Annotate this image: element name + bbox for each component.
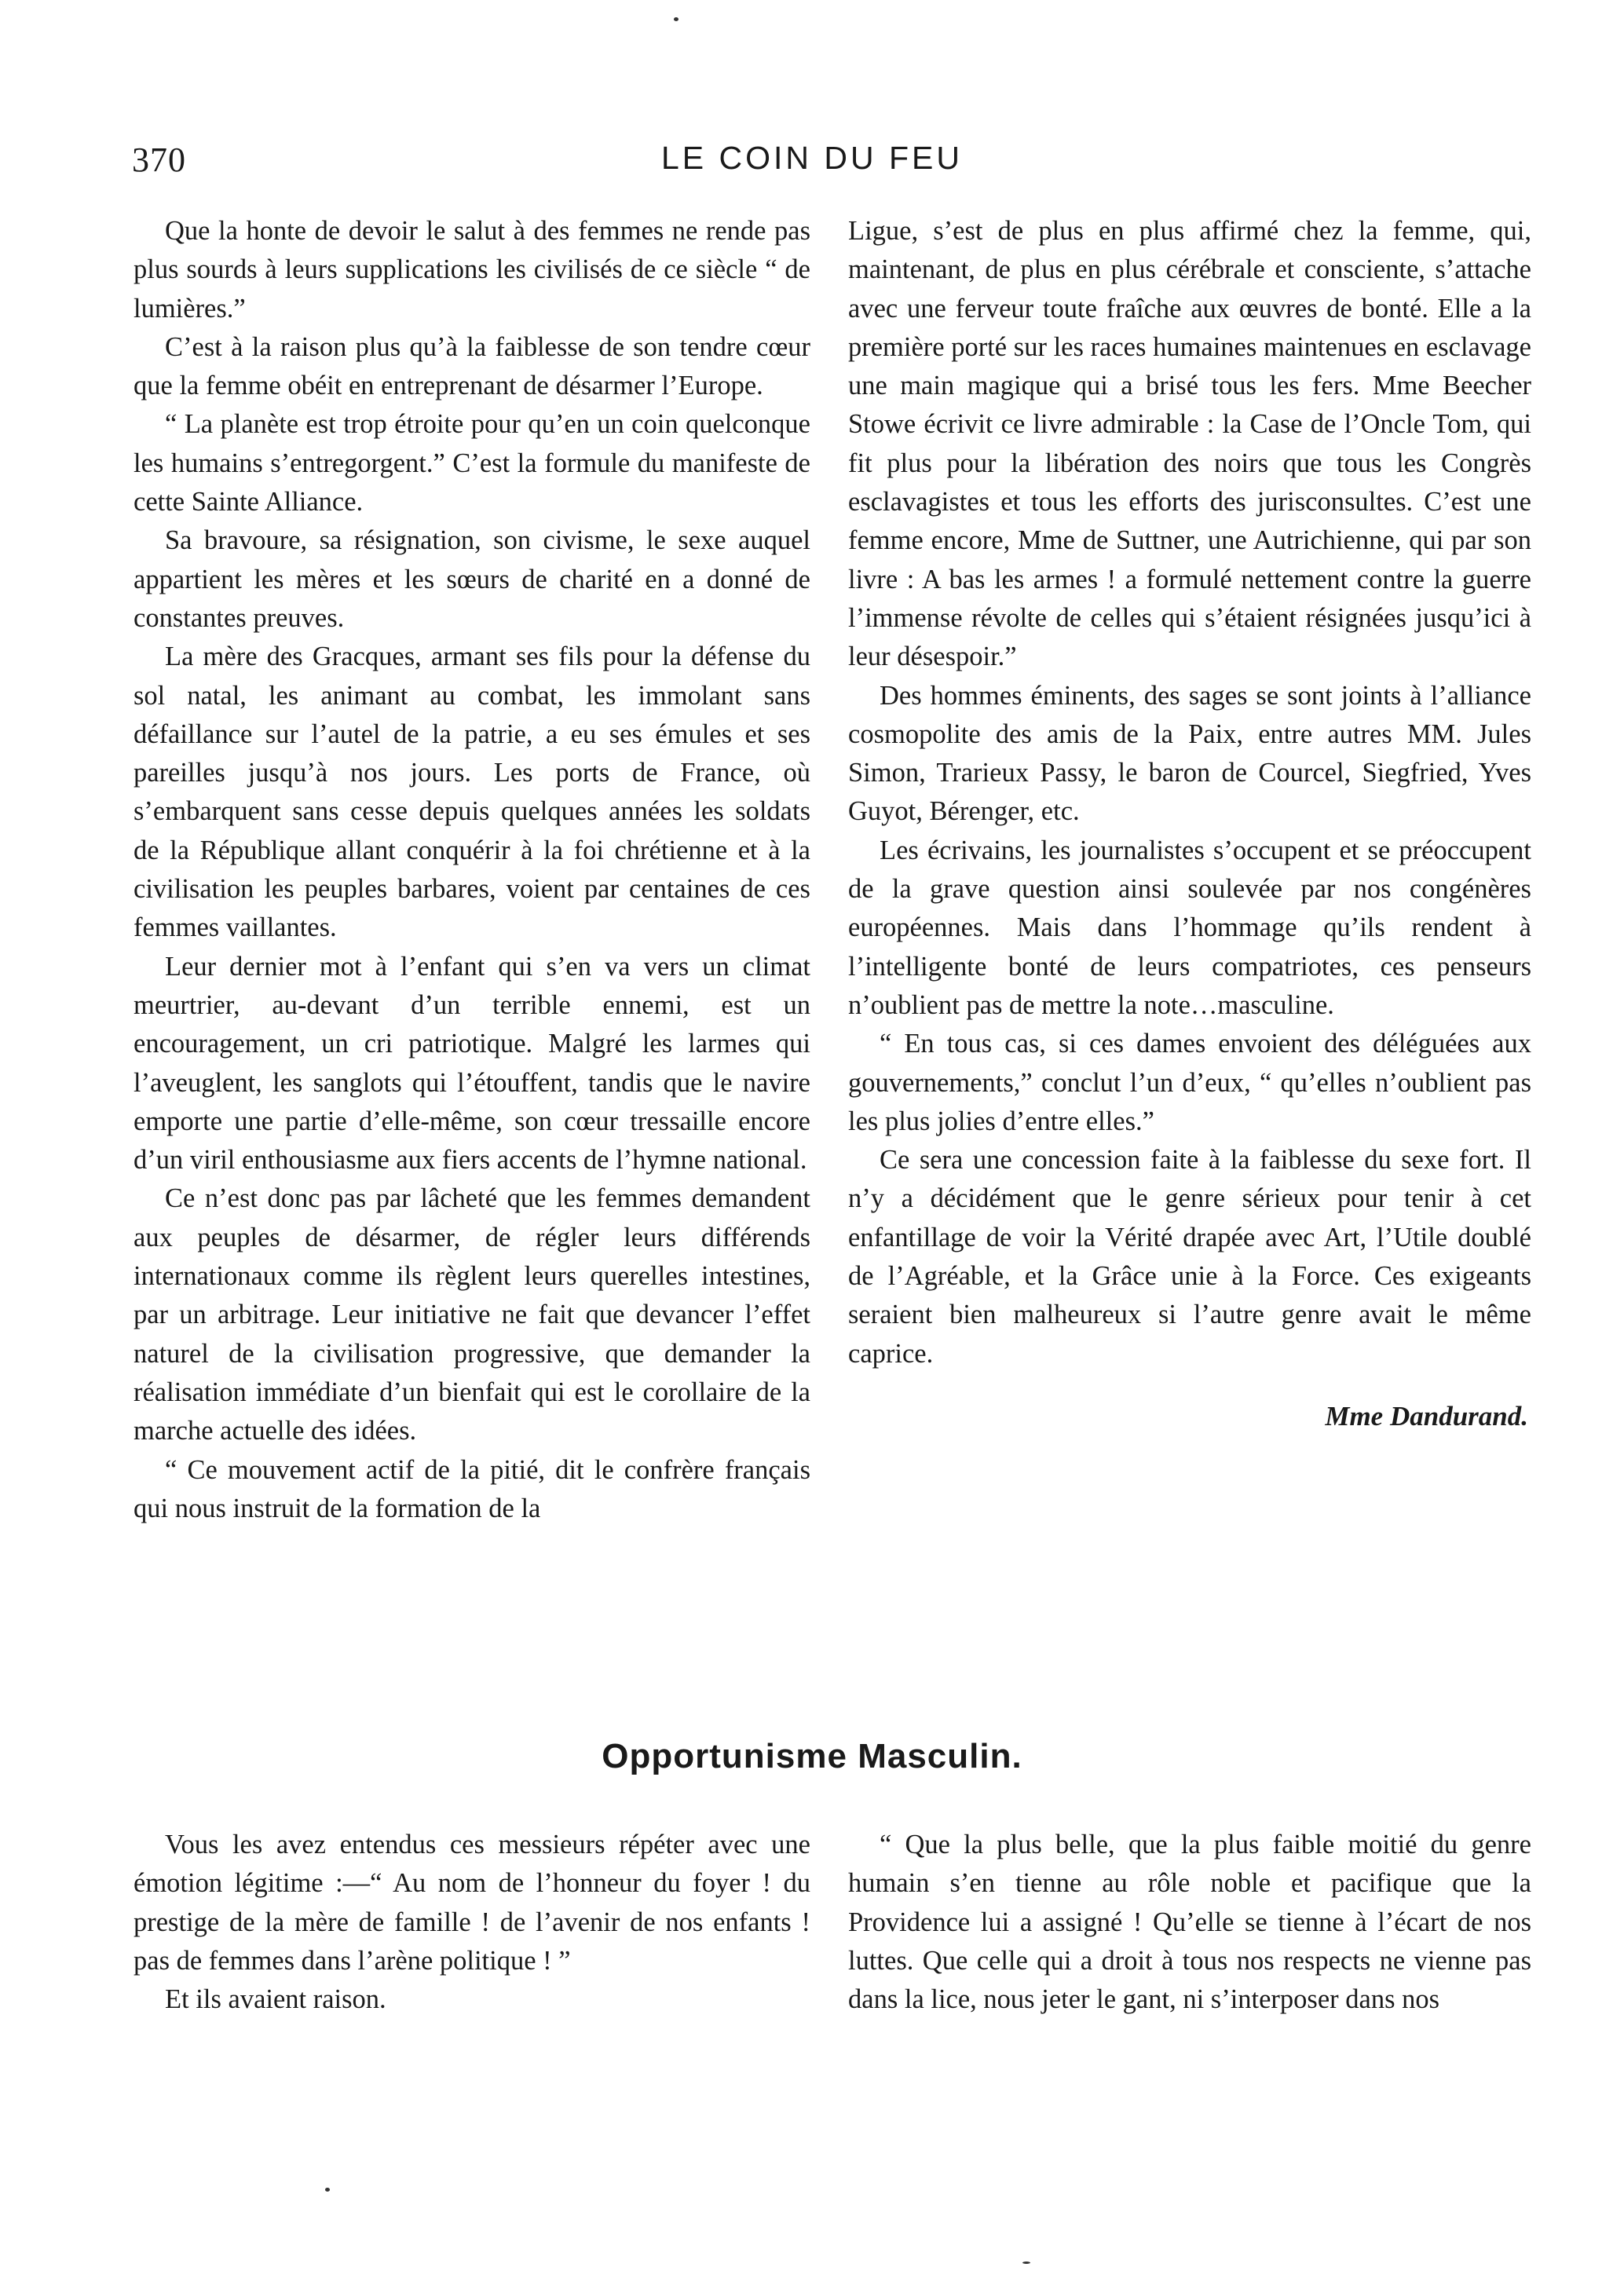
paragraph: “ La planète est trop étroite pour qu’en un coin quelconque les humains s’entregorgent.” C’est la formule du manifeste de cette Sainte Alliance. (134, 409, 810, 517)
paragraph: Ligue, s’est de plus en plus affirmé chez la femme, qui, maintenant, de plus en plus cérébrale et consciente, s’attache avec une ferveur toute fraîche aux œuvres de bonté. Elle a la première porté sur les races humaines maintenues en esclavage une main magique qui a brisé tous les fers. Mme Beecher Stowe écrivit ce livre admirable : la Case de l’Oncle Tom, qui fit plus pour la libération des noirs que tous les Congrès esclavagistes et tous les efforts des jurisconsultes. C’est une femme encore, Mme de Suttner, une Autrichienne, qui par son livre : A bas les armes ! a formulé nettement contre la guerre l’immense révolte de celles qui s’étaient résignées jusqu’ici à leur désespoir.” (848, 216, 1531, 672)
author-signature: Mme Dandurand. (1325, 1400, 1528, 1432)
paragraph: “ Ce mouvement actif de la pitié, dit le confrère français qui nous instruit de la formation de la (134, 1454, 810, 1523)
ink-speck (1022, 2262, 1030, 2264)
paragraph: Et ils avaient raison. (165, 1984, 386, 2015)
paragraph: Ce n’est donc pas par lâcheté que les femmes demandent aux peuples de désarmer, de régler leurs différends internationaux comme ils règlent leurs querelles intestines, par un arbitrage. Leur initiative ne fait que devancer l’effet naturel de la civilisation progressive, que demander la réalisation immédiate d’un bienfait qui est le corollaire de la marche actuelle des idées. (134, 1183, 810, 1446)
ink-speck (325, 2188, 330, 2192)
article2-right-column (848, 1826, 1531, 2019)
paragraph: Leur dernier mot à l’enfant qui s’en va vers un climat meurtrier, au-devant d’un terrible ennemi, est un encouragement, un cri patriotique. Malgré les larmes qui l’aveuglent, les sanglots qui l’étouffent, tandis que le navire emporte une partie d’elle-même, son cœur tressaille encore d’un viril enthousiasme aux fiers accents de l’hymne national. (134, 951, 810, 1176)
article1-right-column (848, 212, 1531, 1435)
paragraph: La mère des Gracques, armant ses fils pour la défense du sol natal, les animant au combat, les immolant sans défaillance sur l’autel de la patrie, a eu ses émules et ses pareilles jusqu’à nos jours. Les ports de France, où s’embarquent sans cesse depuis quelques années les soldats de la République allant conquérir à la foi chrétienne et à la civilisation les peuples barbares, voient par centaines de ces femmes vaillantes. (134, 642, 810, 943)
ink-speck (674, 17, 678, 21)
article-title: Opportunisme Masculin. (602, 1737, 1022, 1775)
running-head: LE COIN DU FEU (660, 140, 964, 176)
paragraph: C’est à la raison plus qu’à la faiblesse de son tendre cœur que la femme obéit en entreprenant de désarmer l’Europe. (134, 331, 810, 401)
paragraph: Vous les avez entendus ces messieurs répéter avec une émotion légitime :—“ Au nom de l’honneur du foyer ! du prestige de la mère de famille ! de l’avenir de nos enfants ! pas de femmes dans l’arène politique ! ” (134, 1830, 810, 1976)
paragraph: “ En tous cas, si ces dames envoient des déléguées aux gouvernements,” conclut l’un d’eux, “ qu’elles n’oublient pas les plus jolies d’entre elles.” (848, 1029, 1531, 1136)
page-number: 370 (132, 141, 186, 179)
paragraph: “ Que la plus belle, que la plus faible moitié du genre humain s’en tienne au rôle noble et pacifique que la Providence lui a assigné ! Qu’elle se tienne à l’écart de nos luttes. Que celle qui a droit à tous nos respects ne vienne pas dans la lice, nous jeter le gant, ni s’interposer dans nos (848, 1830, 1531, 2015)
paragraph: Des hommes éminents, des sages se sont joints à l’alliance cosmopolite des amis de la Paix, entre autres MM. Jules Simon, Trarieux Passy, le baron de Courcel, Siegfried, Yves Guyot, Bérenger, etc. (848, 680, 1531, 827)
article1-left-column (134, 212, 810, 1528)
paragraph: Les écrivains, les journalistes s’occupent et se préoccupent de la grave question ainsi soulevée par nos congénères européennes. Mais dans l’hommage qu’ils rendent à l’intelligente bonté de leurs compatriotes, ces penseurs n’oublient pas de mettre la note…masculine. (848, 835, 1531, 1020)
article2-left-column (134, 1826, 810, 2019)
paragraph: Sa bravoure, sa résignation, son civisme, le sexe auquel appartient les mères et les sœurs de charité en a donné de constantes preuves. (134, 525, 810, 633)
paragraph: Que la honte de devoir le salut à des femmes ne rende pas plus sourds à leurs supplications les civilisés de ce siècle “ de lumières.” (134, 216, 810, 324)
paragraph: Ce sera une concession faite à la faiblesse du sexe fort. Il n’y a décidément que le genre sérieux pour tenir à cet enfantillage de voir la Vérité drapée avec Art, l’Utile doublé de l’Agréable, et la Grâce unie à la Force. Ces exigeants seraient bien malheureux si l’autre genre avait le même caprice. (848, 1145, 1531, 1369)
